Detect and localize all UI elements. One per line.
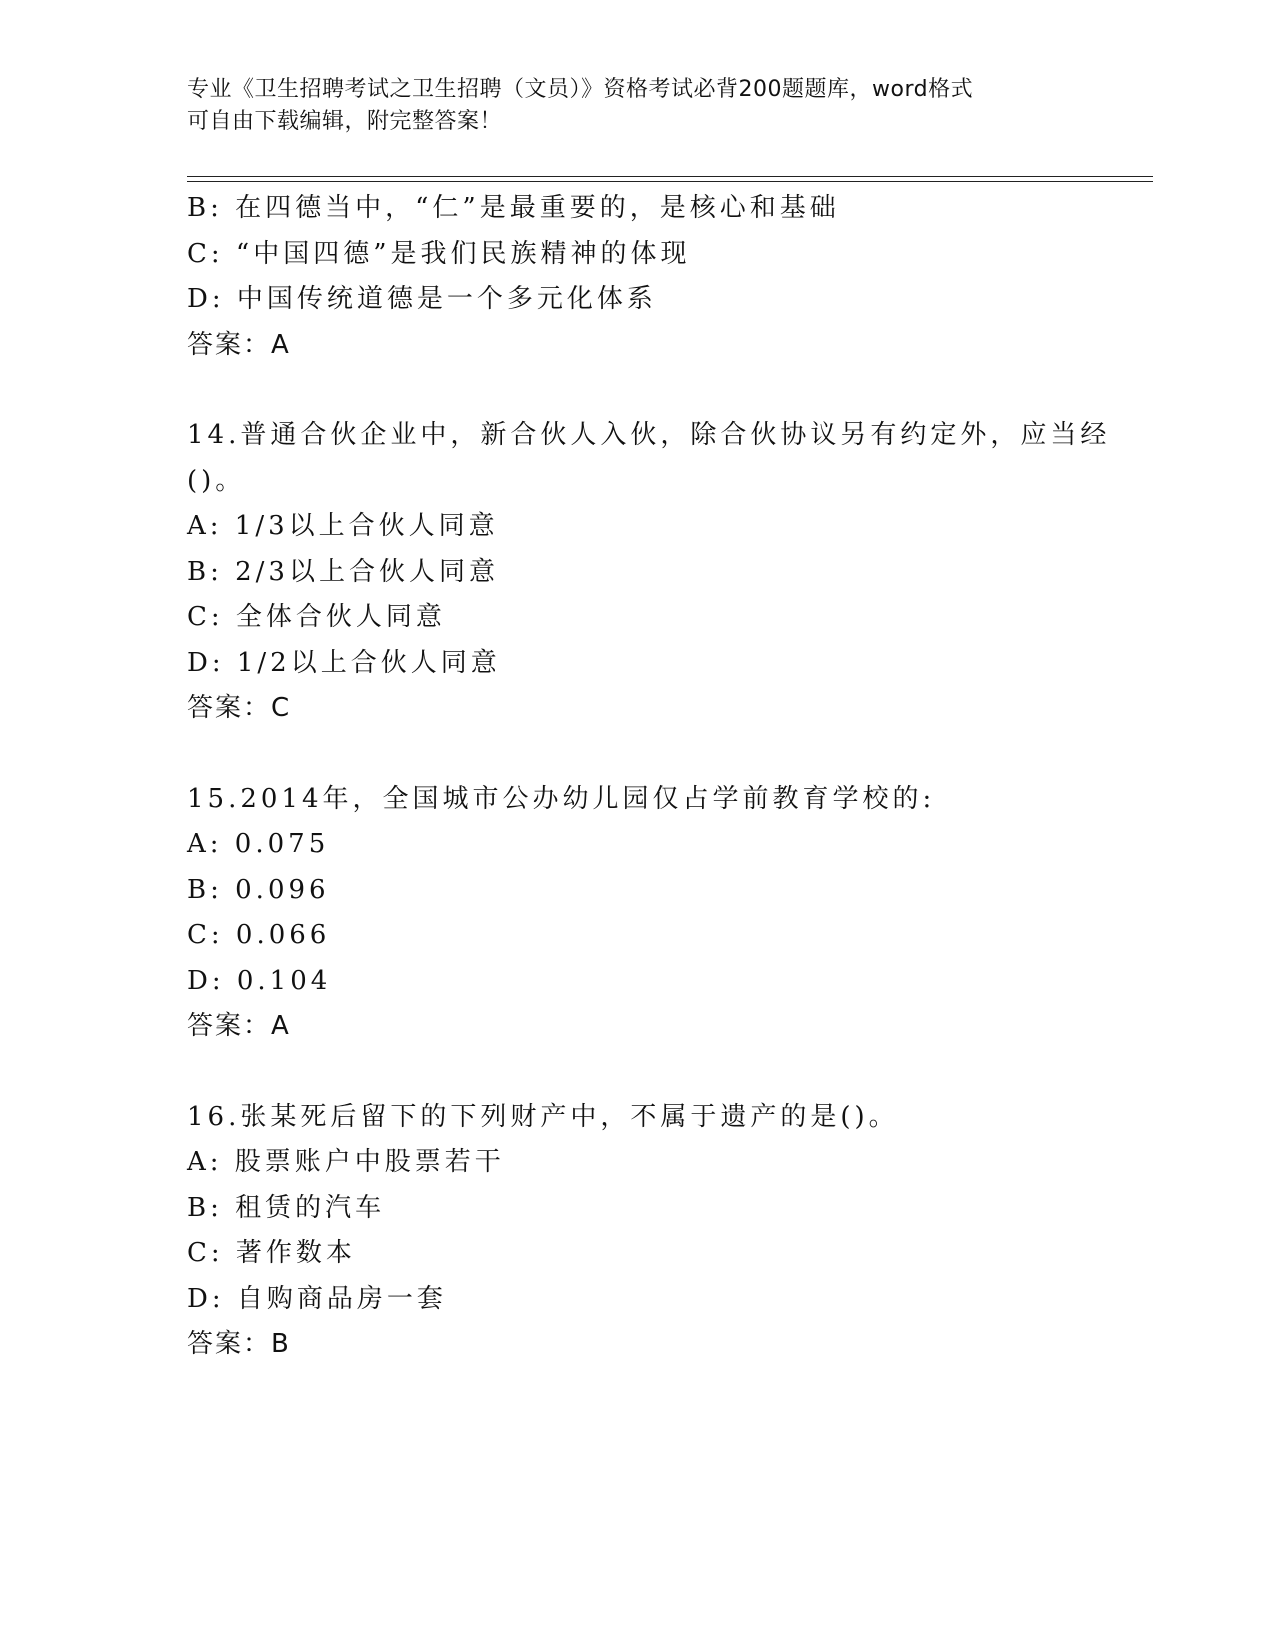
header-divider-top bbox=[187, 176, 1153, 177]
document-header bbox=[187, 74, 1067, 138]
question-block-15 bbox=[187, 777, 1087, 1050]
option-a: A: 股票账户中股票若干 bbox=[187, 1147, 505, 1177]
answer-line: 答案：A bbox=[187, 1011, 291, 1041]
option-d: D: 自购商品房一套 bbox=[187, 1283, 447, 1314]
option-a: A: 1/3以上合伙人同意 bbox=[187, 511, 499, 541]
option-d: D: 1/2以上合伙人同意 bbox=[187, 647, 501, 678]
header-line-2: 可自由下载编辑，附完整答案！ bbox=[187, 109, 503, 134]
option-d: D: 中国传统道德是一个多元化体系 bbox=[187, 284, 657, 314]
option-b: B: 0.096 bbox=[187, 874, 330, 905]
option-c: C: 全体合伙人同意 bbox=[187, 602, 446, 632]
question-text-continued: ()。 bbox=[187, 465, 246, 496]
option-d: D: 0.104 bbox=[187, 965, 332, 996]
question-text: 16.张某死后留下的下列财产中，不属于遗产的是()。 bbox=[187, 1101, 899, 1132]
answer-line: 答案：B bbox=[187, 1329, 291, 1359]
header-line-1: 专业《卫生招聘考试之卫生招聘（文员）》资格考试必背200题题库，word格式 bbox=[187, 77, 974, 102]
option-c: C: “中国四德”是我们民族精神的体现 bbox=[187, 238, 691, 269]
option-b: B: 在四德当中，“仁”是最重要的，是核心和基础 bbox=[187, 193, 840, 223]
option-c: C: 著作数本 bbox=[187, 1238, 356, 1268]
answer-line: 答案：C bbox=[187, 693, 292, 723]
question-block-16 bbox=[187, 1095, 1087, 1368]
question-text: 14.普通合伙企业中，新合伙人入伙，除合伙协议另有约定外，应当经 bbox=[187, 420, 1111, 450]
option-b: B: 2/3以上合伙人同意 bbox=[187, 556, 499, 587]
answer-line: 答案：A bbox=[187, 329, 291, 360]
question-block-continued bbox=[187, 186, 1087, 368]
option-c: C: 0.066 bbox=[187, 920, 331, 950]
option-a: A: 0.075 bbox=[187, 829, 330, 859]
question-text: 15.2014年，全国城市公办幼儿园仅占学前教育学校的: bbox=[187, 783, 936, 814]
question-block-14 bbox=[187, 413, 1111, 732]
question-list bbox=[187, 186, 1111, 1368]
option-b: B: 租赁的汽车 bbox=[187, 1192, 386, 1223]
header-divider-bottom bbox=[187, 181, 1153, 182]
